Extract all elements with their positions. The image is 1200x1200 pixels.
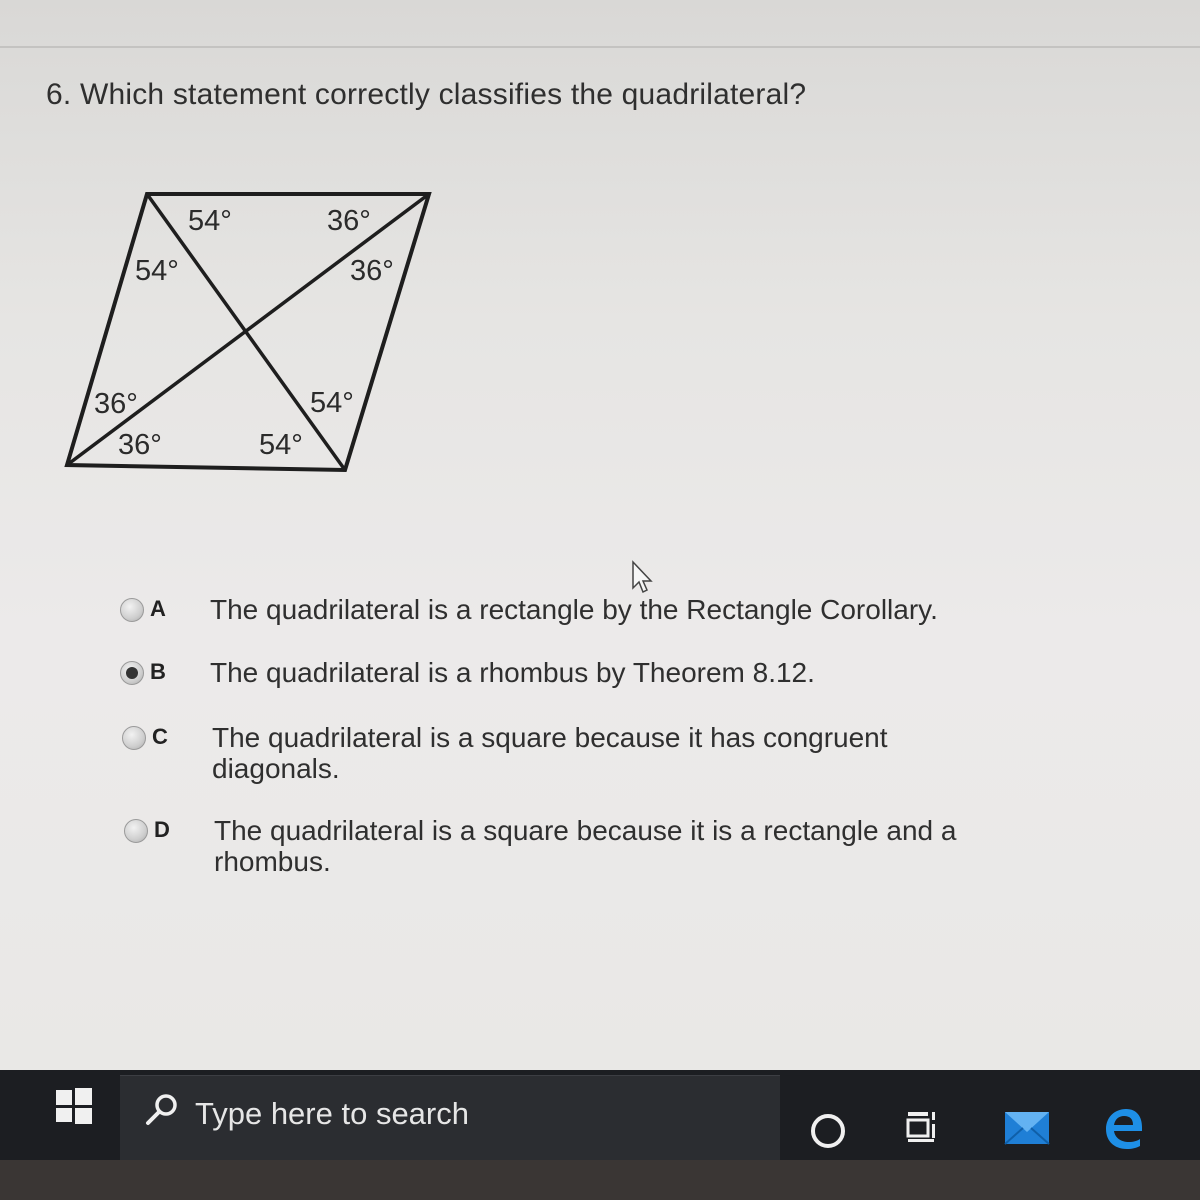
option-d[interactable]: [124, 815, 1014, 877]
angle-label: 54°: [135, 255, 179, 287]
cortana-icon[interactable]: [811, 1114, 845, 1148]
option-text: The quadrilateral is a rectangle by the Rectangle Corollary.: [210, 594, 938, 625]
option-text: The quadrilateral is a rhombus by Theorem 8.12.: [210, 657, 815, 688]
monitor-bezel: [0, 1160, 1200, 1200]
option-letter: D: [154, 817, 170, 842]
radio-button-b[interactable]: [120, 661, 144, 685]
search-placeholder: Type here to search: [195, 1096, 469, 1131]
radio-button-c[interactable]: [122, 726, 146, 750]
option-text: The quadrilateral is a square because it is a rectangle and a rhombus.: [214, 815, 957, 877]
mail-icon[interactable]: [1003, 1108, 1051, 1148]
windows-start-icon[interactable]: [56, 1088, 92, 1124]
radio-button-d[interactable]: [124, 819, 148, 843]
angle-label: 36°: [94, 388, 138, 420]
option-letter: A: [150, 596, 166, 621]
option-letter: B: [150, 659, 166, 684]
search-icon: [142, 1090, 182, 1130]
angle-label: 54°: [310, 387, 354, 419]
edge-icon[interactable]: [1100, 1105, 1146, 1151]
option-c[interactable]: [122, 722, 952, 784]
option-a[interactable]: [120, 594, 1010, 625]
question-text: 6. Which statement correctly classifies the quadrilateral?: [46, 78, 807, 111]
angle-label: 36°: [350, 255, 394, 287]
angle-label: 36°: [327, 205, 371, 237]
option-text: The quadrilateral is a square because it has congruent diagonals.: [212, 722, 888, 784]
angle-label: 54°: [259, 429, 303, 461]
option-letter: C: [152, 724, 168, 749]
radio-button-a[interactable]: [120, 598, 144, 622]
taskbar-search-box[interactable]: [120, 1075, 780, 1162]
option-b[interactable]: [120, 657, 1010, 688]
angle-label: 36°: [118, 429, 162, 461]
task-view-icon[interactable]: [905, 1110, 943, 1144]
angle-label: 54°: [188, 205, 232, 237]
